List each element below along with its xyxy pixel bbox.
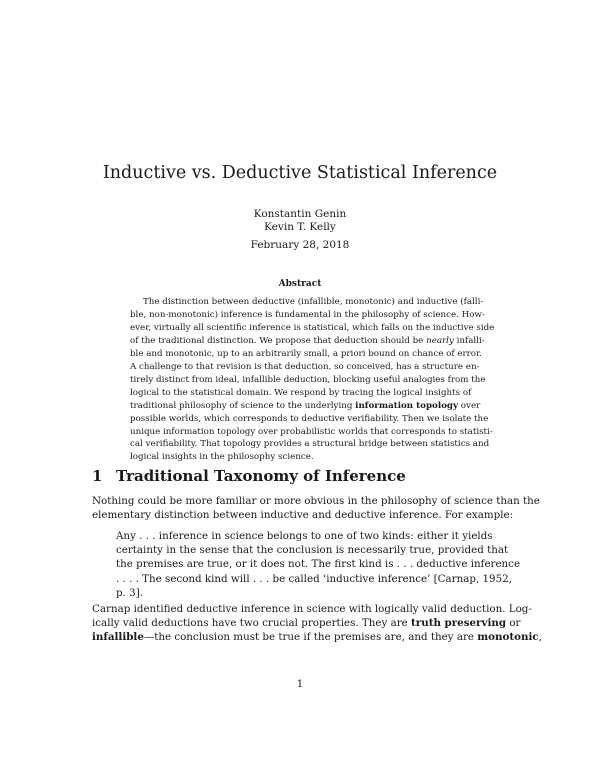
quote-line: p. 3]. [116, 586, 143, 599]
abstract-line: of the traditional distinction. We propose that deduction should be nearly infalli- [130, 335, 485, 346]
abstract-line: traditional philosophy of science to the underlying information topology over [130, 400, 481, 411]
abstract-line: tirely distinct from ideal, infallible deduction, blocking useful analogies from the [130, 374, 486, 385]
section-title: Traditional Taxonomy of Inference [116, 467, 406, 485]
section-number: 1 [92, 467, 103, 485]
section-heading [92, 467, 406, 485]
quote-line: . . . . The second kind will . . . be called ‘inductive inference’ [Carnap, 1952, [116, 572, 512, 585]
abstract-line: ever, virtually all scientific inference is statistical, which falls on the inductive side [130, 322, 495, 333]
quote-line: the premises are true, or it does not. The first kind is . . . deductive inference [116, 558, 521, 571]
abstract-line: logical insights in the philosophy science. [130, 452, 314, 463]
page-number: 1 [296, 678, 304, 690]
abstract-line: cal verifiability. That topology provides a structural bridge between statistics and [130, 439, 490, 450]
paragraph-line: Nothing could be more familiar or more obvious in the philosophy of science than the [92, 495, 540, 507]
abstract-line: ble, non-monotonic) inference is fundamental in the philosophy of science. How- [130, 309, 485, 320]
paragraph-line: infallible—the conclusion must be true if the premises are, and they are monotonic, [92, 631, 542, 644]
abstract-line: The distinction between deductive (infallible, monotonic) and inductive (falli- [143, 297, 484, 307]
abstract-line: A challenge to that revision is that deduction, so conceived, has a structure en- [130, 361, 480, 372]
paragraph-line: elementary distinction between inductive and deductive inference. For example: [92, 509, 514, 522]
quote-line: certainty in the sense that the conclusion is necessarily true, provided that [116, 544, 509, 557]
abstract-line: logical to the statistical domain. We respond by tracing the logical insights of [130, 387, 472, 398]
paragraph-line: Carnap identified deductive inference in science with logically valid deduction. Log- [92, 603, 532, 615]
author-2: Kevin T. Kelly [264, 221, 336, 233]
abstract-line: ble and monotonic, up to an arbitrarily small, a priori bound on chance of error. [130, 348, 482, 359]
abstract-line: possible worlds, which corresponds to deductive verifiability. Then we isolate the [130, 413, 489, 424]
paper-title: Inductive vs. Deductive Statistical Inference [102, 163, 498, 183]
paragraph-line: ically valid deductions have two crucial properties. They are truth preserving or [92, 617, 521, 630]
paper-date: February 28, 2018 [250, 239, 350, 251]
abstract-line: unique information topology over probabilistic worlds that corresponds to statisti- [130, 426, 493, 437]
abstract-heading: Abstract [278, 279, 322, 289]
author-1: Konstantin Genin [253, 208, 347, 220]
quote-line: Any . . . inference in science belongs to one of two kinds: either it yields [116, 530, 493, 542]
